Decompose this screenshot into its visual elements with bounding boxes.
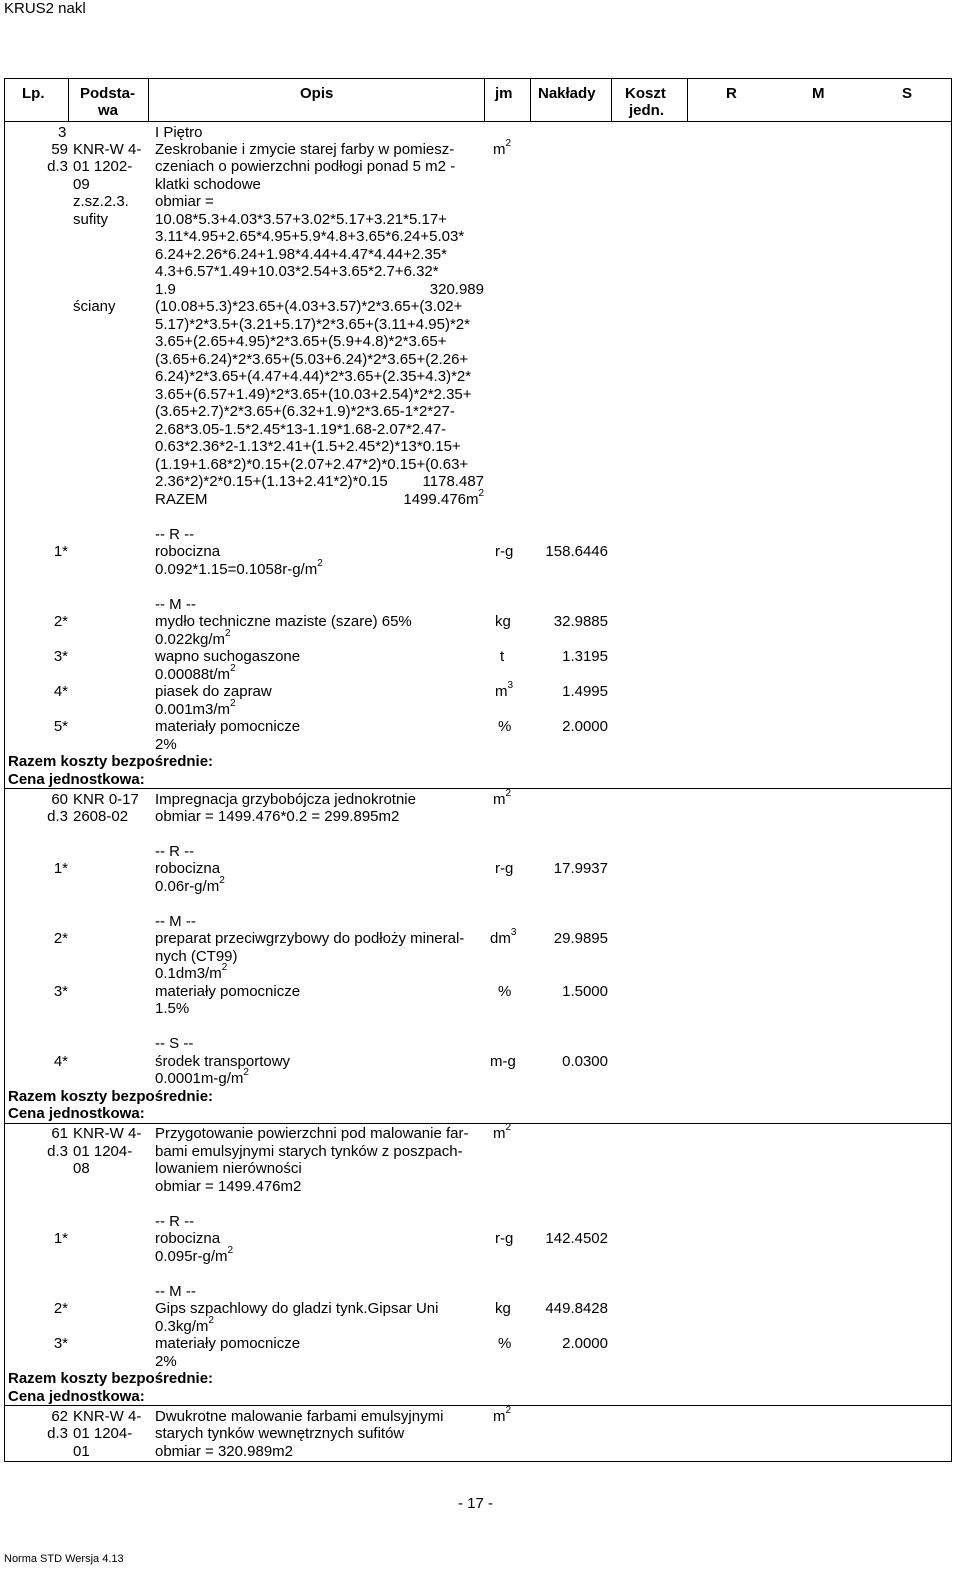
section-number: 3 [58, 124, 67, 141]
resource-unit: r-g [495, 1230, 514, 1247]
item-unit: $m^2$ [493, 138, 512, 158]
col-divider [687, 78, 688, 122]
cena-jednostkowa-label: Cena jednostkowa: [8, 771, 145, 788]
sciany-calc-line: 2.36*2)*2*0.15+(1.13+2.41*2)*0.15 [155, 473, 388, 490]
sciany-calc-line: 2.68*3.05-1.5*2.45*13-1.19*1.68-2.07*2.47- [155, 421, 447, 438]
resource-name: preparat przeciwgrzybowy do podłoży mineral- [155, 930, 465, 947]
sufity-value: 320.989 [429, 281, 484, 298]
resource-unit: % [498, 983, 512, 1000]
col-jm-header: jm [495, 85, 513, 102]
resource-unit: m-g [490, 1053, 516, 1070]
row-separator [4, 1405, 952, 1406]
resource-qty: 2.0000 [562, 1335, 608, 1352]
item-desc-line: Dwukrotne malowanie farbami emulsyjnymi [155, 1408, 444, 1425]
item-basis-line: 2608-02 [73, 808, 129, 825]
resource-index: 3* [53, 648, 68, 665]
resource-name: robocizna [155, 1230, 221, 1247]
resource-unit: t [500, 648, 505, 665]
group-m: -- M -- [155, 596, 196, 613]
resource-name: środek transportowy [155, 1053, 291, 1070]
item-basis-line: 01 1204- [73, 1143, 133, 1160]
resource-qty: 142.4502 [545, 1230, 608, 1247]
group-s: -- S -- [155, 1035, 194, 1052]
resource-name: Gips szpachlowy do gladzi tynk.Gipsar Uni [155, 1300, 439, 1317]
razem-koszty-label: Razem koszty bezpośrednie: [8, 1088, 214, 1105]
table-top-border [4, 78, 952, 79]
item-desc-line: lowaniem nierówności [155, 1160, 302, 1177]
sciany-calc-line: (10.08+5.3)*23.65+(4.03+3.57)*2*3.65+(3.02+ [155, 298, 463, 315]
razem-label: RAZEM [155, 491, 208, 508]
sciany-calc-line: 3.65+(2.65+4.95)*2*3.65+(5.9+4.8)*2*3.65+ [155, 333, 447, 350]
group-r: -- R -- [155, 526, 195, 543]
resource-norm: $0.1dm3/m^2$ [155, 962, 228, 982]
resource-qty: 1.5000 [562, 983, 608, 1000]
sciany-value: 1178.487 [422, 473, 484, 490]
razem-koszty-label: Razem koszty bezpośrednie: [8, 753, 214, 770]
sufity-calc-line: 6.24+2.26*6.24+1.98*4.44+4.47*4.44+2.35* [155, 246, 447, 263]
group-m: -- M -- [155, 1283, 196, 1300]
resource-name: materiały pomocnicze [155, 983, 301, 1000]
item-desc-line: Przygotowanie powierzchni pod malowanie far- [155, 1125, 469, 1142]
group-r: -- R -- [155, 1213, 195, 1230]
resource-unit: $m^3$ [495, 680, 514, 700]
item-basis-line: KNR-W 4- [73, 141, 142, 158]
item-desc-line: czeniach o powierzchni podłogi ponad 5 m2 - [155, 158, 456, 175]
resource-qty: 449.8428 [545, 1300, 608, 1317]
item-desc-line: klatki schodowe [155, 176, 261, 193]
sufity-calc-line: 4.3+6.57*1.49+10.03*2.54+3.65*2.7+6.32* [155, 263, 439, 280]
row-separator [4, 788, 952, 789]
resource-norm: $0.092*1.15=0.1058r-g/m^2$ [155, 558, 323, 578]
cena-jednostkowa-label: Cena jednostkowa: [8, 1388, 145, 1405]
resource-index: 1* [53, 543, 68, 560]
resource-qty: 17.9937 [553, 860, 608, 877]
sufity-calc-line: 10.08*5.3+4.03*3.57+3.02*5.17+3.21*5.17+ [155, 211, 447, 228]
resource-index: 2* [53, 930, 68, 947]
col-divider [484, 78, 485, 122]
sciany-calc-line: 3.65+(6.57+1.49)*2*3.65+(10.03+2.54)*2*2.35+ [155, 386, 472, 403]
item-desc-line: Zeskrobanie i zmycie starej farby w pomiesz- [155, 141, 455, 158]
resource-name: robocizna [155, 860, 221, 877]
resource-index: 3* [53, 1335, 68, 1352]
resource-norm: $0.022kg/m^2$ [155, 628, 231, 648]
item-lp: 59 [51, 141, 68, 158]
item-desc-line: obmiar = 320.989m2 [155, 1443, 294, 1460]
resource-index: 3* [53, 983, 68, 1000]
resource-norm: $0.0001m-g/m^2$ [155, 1067, 249, 1087]
item-basis-line: 01 1202- [73, 158, 133, 175]
sciany-calc-line: 0.63*2.36*2-1.13*2.41+(1.5+2.45*2)*13*0.15+ [155, 438, 461, 455]
window-title: KRUS2 nakl [4, 0, 86, 17]
table-bottom-border [4, 1461, 952, 1462]
col-divider [611, 78, 612, 122]
sciany-calc-line: 6.24)*2*3.65+(4.47+4.44)*2*3.65+(2.35+4.3)*2* [155, 368, 472, 385]
col-podstawa-header-2: wa [98, 102, 119, 119]
resource-name: materiały pomocnicze [155, 1335, 301, 1352]
resource-qty: 2.0000 [562, 718, 608, 735]
resource-unit: r-g [495, 860, 514, 877]
resource-index: 1* [53, 860, 68, 877]
sufity-calc-line: 1.9 [155, 281, 176, 298]
resource-qty: 0.0300 [562, 1053, 608, 1070]
item-basis-line: 01 1204- [73, 1425, 133, 1442]
resource-norm: 1.5% [155, 1000, 190, 1017]
col-opis-header: Opis [300, 85, 334, 102]
item-lp: 61 [51, 1125, 68, 1142]
item-lp: 60 [51, 791, 68, 808]
sciany-calc-line: (3.65+2.7)*2*3.65+(6.32+1.9)*2*3.65-1*2*27- [155, 403, 455, 420]
resource-qty: 158.6446 [545, 543, 608, 560]
item-desc-line: obmiar = [155, 193, 214, 210]
resource-index: 5* [53, 718, 68, 735]
item-desc-line: bami emulsyjnymi starych tynków z poszpach- [155, 1143, 463, 1160]
item-lp-d: d.3 [47, 158, 68, 175]
resource-qty: 1.3195 [562, 648, 608, 665]
razem-value: $1499.476m^2$ [403, 488, 484, 508]
col-koszt-header-2: jedn. [629, 102, 665, 119]
footer-version: Norma STD Wersja 4.13 [4, 1553, 124, 1565]
item-basis-line: KNR-W 4- [73, 1408, 142, 1425]
resource-index: 4* [53, 1053, 68, 1070]
col-s-header: S [902, 85, 913, 102]
item-basis-line: KNR 0-17 [73, 791, 139, 808]
item-lp-d: d.3 [47, 1143, 68, 1160]
item-lp: 62 [51, 1408, 68, 1425]
resource-unit: kg [495, 613, 511, 630]
resource-qty: 29.9895 [553, 930, 608, 947]
group-m: -- M -- [155, 913, 196, 930]
item-basis-line: 09 [73, 176, 90, 193]
resource-norm: $0.3kg/m^2$ [155, 1315, 214, 1335]
resource-name: piasek do zapraw [155, 683, 272, 700]
item-unit: $m^2$ [493, 788, 512, 808]
section-title: I Piętro [155, 124, 203, 141]
item-desc-line: Impregnacja grzybobójcza jednokrotnie [155, 791, 416, 808]
resource-norm: 2% [155, 1353, 177, 1370]
group-r: -- R -- [155, 843, 195, 860]
col-lp-header: Lp. [22, 85, 45, 102]
col-podstawa-header-1: Podsta- [80, 85, 136, 102]
label-sciany: ściany [73, 298, 116, 315]
razem-koszty-label: Razem koszty bezpośrednie: [8, 1370, 214, 1387]
resource-unit: % [498, 718, 512, 735]
resource-index: 4* [53, 683, 68, 700]
resource-unit: $dm^3$ [490, 927, 517, 947]
col-divider [530, 78, 531, 122]
resource-index: 1* [53, 1230, 68, 1247]
item-basis-line: KNR-W 4- [73, 1125, 142, 1142]
col-naklady-header: Nakłady [538, 85, 596, 102]
page-number: - 17 - [458, 1495, 494, 1512]
resource-qty: 32.9885 [553, 613, 608, 630]
resource-unit: kg [495, 1300, 511, 1317]
col-divider [68, 78, 69, 122]
resource-qty: 1.4995 [562, 683, 608, 700]
resource-norm: $0.00088t/m^2$ [155, 663, 236, 683]
row-separator [4, 1123, 952, 1124]
resource-unit: % [498, 1335, 512, 1352]
resource-index: 2* [53, 613, 68, 630]
sciany-calc-line: (1.19+1.68*2)*0.15+(2.07+2.47*2)*0.15+(0.63+ [155, 456, 469, 473]
resource-name: mydło techniczne maziste (szare) 65% [155, 613, 412, 630]
table-left-border [4, 78, 5, 1462]
resource-unit: r-g [495, 543, 514, 560]
resource-name: robocizna [155, 543, 221, 560]
resource-norm: $0.001m3/m^2$ [155, 698, 236, 718]
item-basis-line: 08 [73, 1160, 90, 1177]
item-lp-d: d.3 [47, 808, 68, 825]
resource-norm: $0.095r-g/m^2$ [155, 1245, 234, 1265]
resource-index: 2* [53, 1300, 68, 1317]
item-basis-line: 01 [73, 1443, 90, 1460]
sciany-calc-line: 5.17)*2*3.5+(3.21+5.17)*2*3.65+(3.11+4.95)*2* [155, 316, 470, 333]
resource-name: materiały pomocnicze [155, 718, 301, 735]
resource-name-cont: nych (CT99) [155, 948, 238, 965]
col-koszt-header-1: Koszt [625, 85, 666, 102]
col-divider [148, 78, 149, 122]
col-m-header: M [812, 85, 825, 102]
item-unit: $m^2$ [493, 1405, 512, 1425]
label-sufity: sufity [73, 211, 109, 228]
sufity-calc-line: 3.11*4.95+2.65*4.95+5.9*4.8+3.65*6.24+5.03* [155, 228, 465, 245]
resource-norm: 2% [155, 736, 177, 753]
item-lp-d: d.3 [47, 1425, 68, 1442]
cena-jednostkowa-label: Cena jednostkowa: [8, 1105, 145, 1122]
item-basis-line: z.sz.2.3. [73, 193, 129, 210]
header-bottom-border [4, 121, 952, 122]
item-desc-line: obmiar = 1499.476m2 [155, 1178, 302, 1195]
table-right-border [951, 78, 952, 1462]
resource-norm: $0.06r-g/m^2$ [155, 875, 225, 895]
item-desc-line: obmiar = 1499.476*0.2 = 299.895m2 [155, 808, 400, 825]
item-desc-line: starych tynków wewnętrznych sufitów [155, 1425, 405, 1442]
item-unit: $m^2$ [493, 1122, 512, 1142]
resource-name: wapno suchogaszone [155, 648, 301, 665]
sciany-calc-line: (3.65+6.24)*2*3.65+(5.03+6.24)*2*3.65+(2.26+ [155, 351, 469, 368]
col-r-header: R [726, 85, 737, 102]
